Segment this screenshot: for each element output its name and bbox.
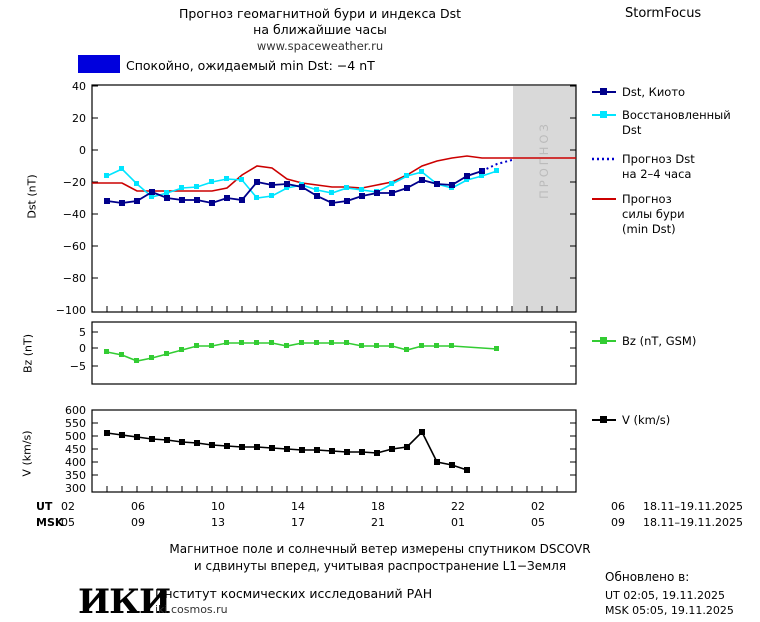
v-panel [65,404,576,495]
dst-x-ticks [107,306,557,312]
ut-tick-0: 02 [61,500,75,513]
footer-line1: Магнитное поле и солнечный ветер измерены спутником DSCOVR [169,542,591,556]
dst-axis-title: Dst (nT) [25,174,39,219]
ut-tick-3: 14 [291,500,305,513]
msk-row-label: MSK [36,516,64,529]
ut-range: 18.11–19.11.2025 [643,500,743,513]
msk-tick-7: 09 [611,516,625,529]
svg-text:−5: −5 [69,360,86,373]
forecast-band-label: ПРОГНОЗ [537,121,551,199]
svg-text:550: 550 [65,417,86,430]
legend-label-dst-forecast-2: на 2–4 часа [622,167,692,181]
series-bz-markers [104,340,499,363]
legend-label-dst-forecast-1: Прогноз Dst [622,152,695,166]
msk-tick-6: 05 [531,516,545,529]
brand-label: StormFocus [625,6,702,21]
svg-text:40: 40 [72,80,86,93]
msk-tick-4: 21 [371,516,385,529]
legend-label-dst-restored-1: Восстановленный [622,108,731,122]
svg-text:5: 5 [79,326,86,339]
series-v-markers [104,429,470,473]
status-badge: Спокойно, ожидаемый min Dst: −4 nT [126,58,375,73]
updated-msk: MSK 05:05, 19.11.2025 [605,604,734,617]
ut-tick-6: 02 [531,500,545,513]
svg-text:500: 500 [65,430,86,443]
chart-title-line1: Прогноз геомагнитной бури и индекса Dst [178,6,461,21]
msk-tick-0: 05 [61,516,75,529]
updated-title: Обновлено в: [605,570,690,584]
legend-glyphs [592,88,616,423]
ut-tick-7: 06 [611,500,625,513]
legend-label-dst-restored-2: Dst [622,123,642,137]
svg-text:0: 0 [79,144,86,157]
org-name: Институт космических исследований РАН [155,586,433,601]
updated-ut: UT 02:05, 19.11.2025 [605,589,725,602]
legend-label-storm-3: (min Dst) [622,222,676,236]
svg-text:0: 0 [79,342,86,355]
bz-y-ticks [70,326,576,373]
svg-text:400: 400 [65,456,86,469]
footer-line2: и сдвинуты вперед, учитывая распространение L1−Земля [193,559,567,573]
svg-text:20: 20 [72,112,86,125]
svg-text:−20: −20 [62,176,86,189]
org-site: iki.cosmos.ru [155,603,228,616]
legend-label-storm-1: Прогноз [622,192,672,206]
msk-range: 18.11–19.11.2025 [643,516,743,529]
iki-logo: ИКИ [78,582,171,622]
svg-text:350: 350 [65,469,86,482]
bz-axis-title: Bz (nT) [21,333,35,374]
ut-tick-4: 18 [371,500,385,513]
svg-text:−60: −60 [62,240,86,253]
legend-label-v: V (km/s) [622,413,671,427]
msk-tick-3: 17 [291,516,305,529]
ut-tick-1: 06 [131,500,145,513]
ut-row-label: UT [36,500,53,513]
svg-text:450: 450 [65,443,86,456]
series-storm-strength [92,156,576,191]
svg-text:−100: −100 [55,304,86,317]
msk-tick-2: 13 [211,516,225,529]
ut-tick-5: 22 [451,500,465,513]
svg-text:600: 600 [65,404,86,417]
msk-tick-5: 01 [451,516,465,529]
svg-text:300: 300 [65,482,86,495]
dst-panel [56,80,576,317]
v-x-ticks [107,486,557,492]
legend-label-bz: Bz (nT, GSM) [622,334,697,348]
legend-label-dst-kyoto: Dst, Киото [622,85,686,99]
bz-panel [70,322,576,384]
chart-title-line2: на ближайшие часы [253,22,387,37]
svg-text:−40: −40 [62,208,86,221]
msk-tick-1: 09 [131,516,145,529]
svg-text:−80: −80 [62,272,86,285]
v-axis-title: V (km/s) [20,430,34,477]
legend-label-storm-2: силы бури [622,207,685,221]
site-url: www.spaceweather.ru [256,39,384,53]
ut-tick-2: 10 [211,500,225,513]
